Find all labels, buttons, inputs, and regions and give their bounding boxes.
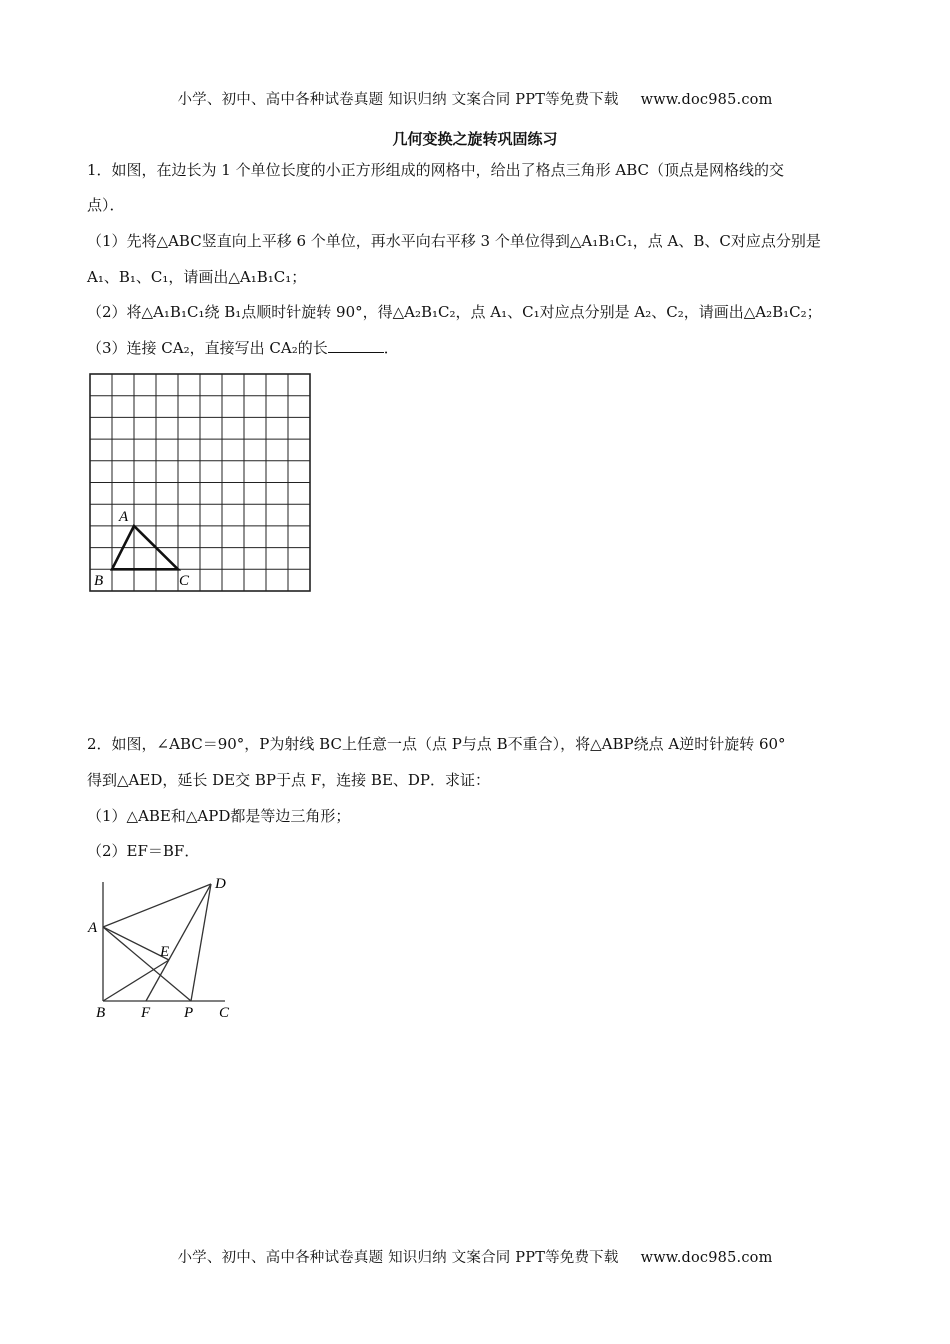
q1-line1: 1．如图，在边长为 1 个单位长度的小正方形组成的网格中，给出了格点三角形 ABC（顶点是网格线的交 [87, 161, 785, 179]
label-c: C [219, 1005, 230, 1021]
q1-part3 [87, 331, 877, 365]
label-d: D [215, 876, 226, 892]
footer-url[interactable]: www.doc985.com [640, 1250, 773, 1266]
q1-part2: （2）将△A₁B₁C₁绕 B₁点顺时针旋转 90°，得△A₂B₁C₂，点 A₁、C₁对应点分别是 A₂、C₂，请画出△A₂B₁C₂； [87, 303, 822, 321]
header-url[interactable]: www.doc985.com [640, 92, 773, 108]
q2-line1: 2．如图，∠ABC＝90°，P为射线 BC上任意一点（点 P与点 B不重合），将△ABP绕点 A逆时针旋转 60° [87, 735, 786, 753]
page-footer [0, 1246, 950, 1267]
q1-part1-b: A₁、B₁、C₁，请画出△A₁B₁C₁； [87, 268, 307, 286]
label-b: B [96, 1005, 106, 1021]
q2-geometry-figure [85, 870, 245, 1022]
grid-lines [90, 374, 310, 591]
figure-lines [103, 882, 225, 1001]
q1-part1-a: （1）先将△ABC竖直向上平移 6 个单位，再水平向右平移 3 个单位得到△A₁B₁C₁，点 A、B、C对应点分别是 [87, 232, 821, 250]
q1-part3-prefix: （3）连接 CA₂，直接写出 CA₂的长 [87, 339, 328, 357]
q2-part2: （2）EF＝BF． [87, 842, 200, 860]
page-header [0, 88, 950, 109]
label-a: A [119, 509, 129, 525]
q2-line2: 得到△AED，延长 DE交 BP于点 F，连接 BE、DP．求证： [87, 771, 491, 789]
q1-grid-figure [88, 372, 312, 594]
q2-part1: （1）△ABE和△APD都是等边三角形； [87, 807, 351, 825]
label-a: A [88, 920, 98, 936]
answer-blank[interactable] [328, 338, 384, 353]
label-f: F [141, 1005, 151, 1021]
q1-line2: 点）． [87, 196, 125, 214]
label-b: B [94, 573, 104, 589]
label-e: E [160, 944, 170, 960]
label-p: P [184, 1005, 194, 1021]
q1-part3-suffix: ． [383, 339, 399, 357]
footer-text: 小学、初中、高中各种试卷真题 知识归纳 文案合同 PPT等免费下载 [177, 1250, 619, 1266]
page-title: 几何变换之旋转巩固练习 [392, 130, 558, 148]
header-text: 小学、初中、高中各种试卷真题 知识归纳 文案合同 PPT等免费下载 [177, 92, 619, 108]
label-c: C [179, 573, 190, 589]
